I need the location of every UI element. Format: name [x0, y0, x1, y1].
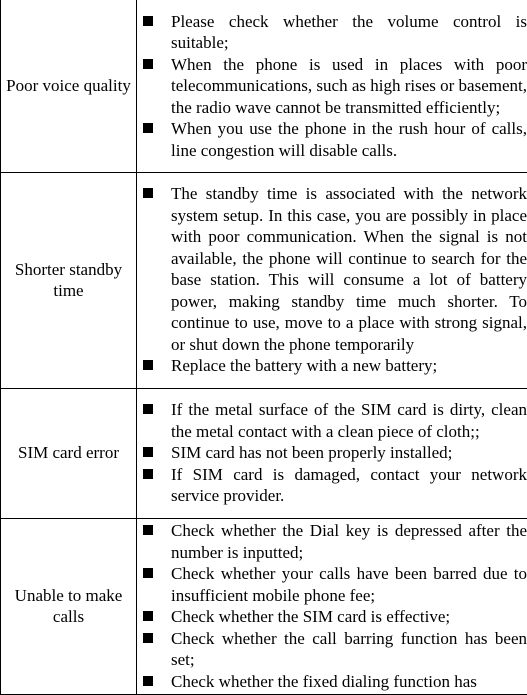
square-bullet-icon	[143, 633, 153, 643]
problem-cell	[1, 0, 137, 172]
list-item-text: SIM card has not been properly installed;	[171, 443, 452, 462]
solutions-cell	[137, 388, 527, 518]
solutions-cell	[137, 518, 527, 694]
square-bullet-icon	[143, 188, 153, 198]
problem-label: Unable to make calls	[15, 586, 123, 627]
square-bullet-icon	[143, 568, 153, 578]
square-bullet-icon	[143, 469, 153, 479]
list-item-text: Check whether the SIM card is effective;	[171, 607, 450, 626]
list-item	[137, 442, 527, 464]
solution-list	[137, 520, 527, 692]
list-item-text: When the phone is used in places with poor telecommunications, such as high rises or basement, the radio wave cannot be transmitted efficiently;	[171, 55, 527, 117]
square-bullet-icon	[143, 404, 153, 414]
problem-label: Poor voice quality	[6, 76, 131, 95]
list-item-text: Check whether the call barring function has been set;	[171, 629, 527, 670]
problem-cell	[1, 388, 137, 518]
list-item-text: Please check whether the volume control is suitable;	[171, 12, 527, 53]
table-row	[1, 172, 527, 388]
square-bullet-icon	[143, 525, 153, 535]
list-item	[137, 563, 527, 606]
list-item	[137, 183, 527, 355]
square-bullet-icon	[143, 611, 153, 621]
solution-list	[137, 399, 527, 507]
list-item-text: Check whether the Dial key is depressed after the number is inputted;	[171, 521, 527, 562]
list-item-text: When you use the phone in the rush hour of calls, line congestion will disable calls.	[171, 119, 527, 160]
list-item	[137, 671, 527, 693]
problem-label: Shorter standby time	[15, 260, 122, 301]
list-item	[137, 464, 527, 507]
list-item	[137, 54, 527, 119]
square-bullet-icon	[143, 16, 153, 26]
list-item	[137, 11, 527, 54]
problem-cell	[1, 172, 137, 388]
table-row	[1, 0, 527, 172]
list-item	[137, 606, 527, 628]
table-row	[1, 518, 527, 694]
list-item	[137, 520, 527, 563]
list-item-text: Check whether the fixed dialing function has	[171, 672, 477, 691]
list-item-text: Check whether your calls have been barred due to insufficient mobile phone fee;	[171, 564, 527, 605]
square-bullet-icon	[143, 360, 153, 370]
list-item-text: If the metal surface of the SIM card is dirty, clean the metal contact with a clean piece of cloth;;	[171, 400, 527, 441]
square-bullet-icon	[143, 676, 153, 686]
list-item	[137, 628, 527, 671]
solutions-cell	[137, 0, 527, 172]
solutions-cell	[137, 172, 527, 388]
list-item	[137, 399, 527, 442]
table-row	[1, 388, 527, 518]
list-item-text: The standby time is associated with the network system setup. In this case, you are possibly in place with poor communication. When the signal is not available, the phone will continue to search for the base station. This will consume a lot of battery power, making standby time much shorter. To continue to use, move to a place with strong signal, or shut down the phone temporarily	[171, 184, 527, 354]
problem-label: SIM card error	[18, 443, 119, 462]
solution-list	[137, 183, 527, 377]
list-item	[137, 118, 527, 161]
problem-cell	[1, 518, 137, 694]
square-bullet-icon	[143, 123, 153, 133]
square-bullet-icon	[143, 447, 153, 457]
list-item	[137, 355, 527, 377]
list-item-text: If SIM card is damaged, contact your network service provider.	[171, 465, 527, 506]
square-bullet-icon	[143, 59, 153, 69]
solution-list	[137, 11, 527, 162]
list-item-text: Replace the battery with a new battery;	[171, 356, 437, 375]
